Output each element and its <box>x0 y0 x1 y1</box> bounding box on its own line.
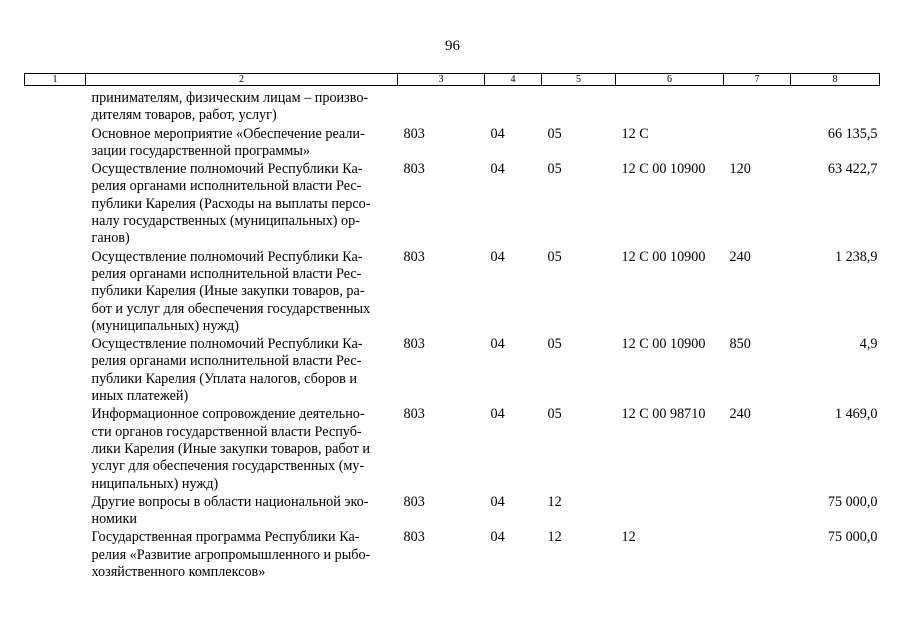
cell-section: 04 <box>490 248 505 265</box>
cell-subsection: 12 <box>547 529 562 546</box>
cell-index <box>25 161 86 248</box>
cell-name: Основное мероприятие «Обеспечение реали- зации государственной программы» <box>91 125 365 159</box>
cell-amount <box>791 86 880 126</box>
budget-table <box>24 73 880 582</box>
cell-index <box>25 336 86 406</box>
column-header-2: 2 <box>86 74 398 86</box>
cell-name: Информационное сопровождение деятельно- сти органов государственной власти Респуб- лики Карелия (Иные закупки товаров, работ и услуг для обеспечения государственных (му- ниципальных) нужд) <box>91 406 370 492</box>
table-row <box>25 86 880 126</box>
cell-section <box>485 86 542 126</box>
cell-amount: 1 469,0 <box>834 406 878 423</box>
cell-index <box>25 126 86 162</box>
cell-target-item: 12 С 00 98710 <box>621 406 706 423</box>
column-header-6: 6 <box>616 74 724 86</box>
cell-section: 04 <box>490 406 505 423</box>
column-header-3: 3 <box>398 74 485 86</box>
cell-target-item: 12 С 00 10900 <box>621 336 706 353</box>
table-row <box>25 161 880 248</box>
cell-ministry-code: 803 <box>403 406 425 423</box>
column-header-8: 8 <box>791 74 880 86</box>
cell-expense-type <box>724 126 791 162</box>
table-body <box>25 86 880 583</box>
cell-ministry-code <box>398 86 485 126</box>
cell-section: 04 <box>490 529 505 546</box>
cell-section: 04 <box>490 493 505 510</box>
cell-index <box>25 249 86 336</box>
table-row <box>25 249 880 336</box>
cell-amount: 4,9 <box>859 336 878 353</box>
cell-amount: 75 000,0 <box>827 529 878 546</box>
cell-expense-type <box>724 494 791 530</box>
cell-index <box>25 529 86 582</box>
column-header-1: 1 <box>25 74 86 86</box>
table-row <box>25 494 880 530</box>
cell-name: Осуществление полномочий Республики Ка- релия органами исполнительной власти Рес- публики Карелия (Иные закупки товаров, ра- бот и услуг для обеспечения государственных (муниципальных) нужд) <box>91 248 371 334</box>
cell-name: Осуществление полномочий Республики Ка- релия органами исполнительной власти Рес- публики Карелия (Расходы на выплаты персо- налу государственных (муниципальных) ор- ганов) <box>91 161 371 247</box>
cell-expense-type: 120 <box>729 161 751 178</box>
cell-expense-type: 850 <box>729 336 751 353</box>
cell-ministry-code: 803 <box>403 248 425 265</box>
cell-target-item <box>616 86 724 126</box>
cell-target-item: 12 С <box>621 125 649 142</box>
table-row <box>25 126 880 162</box>
cell-name: Осуществление полномочий Республики Ка- релия органами исполнительной власти Рес- публики Карелия (Уплата налогов, сборов и иных платежей) <box>91 336 363 405</box>
cell-expense-type <box>724 86 791 126</box>
column-header-4: 4 <box>485 74 542 86</box>
cell-index <box>25 86 86 126</box>
table-row <box>25 406 880 493</box>
cell-section: 04 <box>490 125 505 142</box>
cell-target-item: 12 С 00 10900 <box>621 248 706 265</box>
header-row <box>25 74 880 86</box>
table-row <box>25 336 880 406</box>
cell-subsection: 12 <box>547 493 562 510</box>
cell-expense-type: 240 <box>729 248 751 265</box>
cell-subsection: 05 <box>547 406 562 423</box>
cell-expense-type <box>724 529 791 582</box>
cell-index <box>25 494 86 530</box>
cell-subsection: 05 <box>547 336 562 353</box>
cell-amount: 1 238,9 <box>834 248 878 265</box>
cell-target-item <box>616 494 724 530</box>
page-number: 96 <box>445 38 460 54</box>
table-row <box>25 529 880 582</box>
cell-ministry-code: 803 <box>403 493 425 510</box>
cell-subsection: 05 <box>547 161 562 178</box>
cell-amount: 66 135,5 <box>827 125 878 142</box>
cell-ministry-code: 803 <box>403 161 425 178</box>
cell-name: принимателям, физическим лицам – произво- дителям товаров, работ, услуг) <box>91 90 369 124</box>
cell-subsection <box>542 86 616 126</box>
cell-target-item: 12 <box>621 529 636 546</box>
cell-amount: 63 422,7 <box>827 161 878 178</box>
cell-section: 04 <box>490 161 505 178</box>
cell-expense-type: 240 <box>729 406 751 423</box>
cell-ministry-code: 803 <box>403 125 425 142</box>
column-header-5: 5 <box>542 74 616 86</box>
cell-subsection: 05 <box>547 248 562 265</box>
cell-amount: 75 000,0 <box>827 493 878 510</box>
cell-name: Другие вопросы в области национальной эко- номики <box>91 493 369 528</box>
cell-index <box>25 406 86 493</box>
cell-target-item: 12 С 00 10900 <box>621 161 706 178</box>
cell-ministry-code: 803 <box>403 529 425 546</box>
cell-subsection: 05 <box>547 125 562 142</box>
cell-name: Государственная программа Республики Ка- релия «Развитие агропромышленного и рыбо- хозяйственного комплексов» <box>91 529 371 581</box>
table-header <box>25 74 880 86</box>
cell-section: 04 <box>490 336 505 353</box>
column-header-7: 7 <box>724 74 791 86</box>
cell-ministry-code: 803 <box>403 336 425 353</box>
